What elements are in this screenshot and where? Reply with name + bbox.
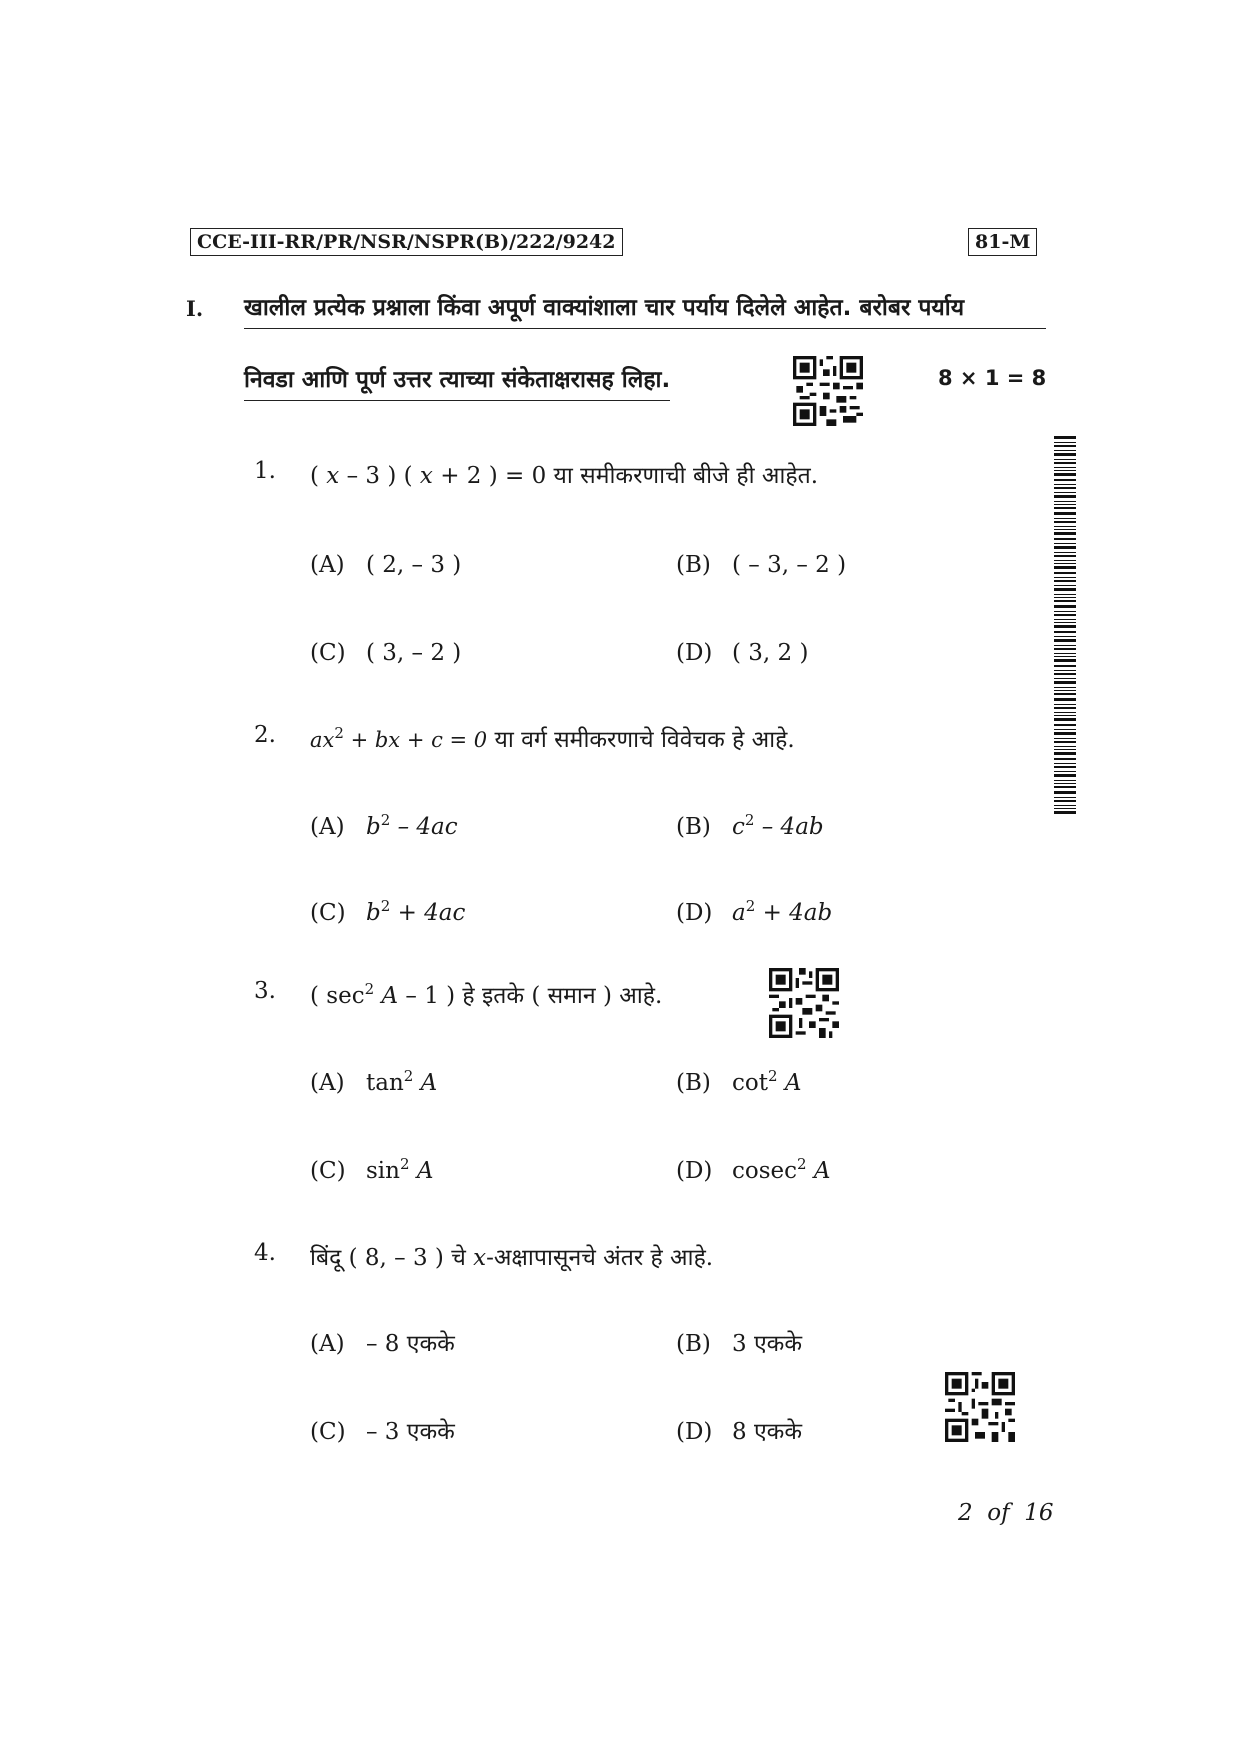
question-3-option-c: (C) $\sin^2 A$ <box>310 1155 434 1184</box>
question-1-option-b: (B) ( – 3, – 2 ) <box>676 552 847 578</box>
marks-scheme: 8 × 1 = 8 <box>938 366 1047 390</box>
question-1-option-d: (D) ( 3, 2 ) <box>676 640 809 666</box>
question-2-option-a: (A) $b^2 - 4ac$ <box>310 811 458 840</box>
question-4-number: 4. <box>254 1240 276 1266</box>
section-number: I. <box>186 296 204 321</box>
question-1-option-c: (C) ( 3, – 2 ) <box>310 640 462 666</box>
paper-number: 81-M <box>968 228 1037 256</box>
question-2-option-d: (D) $a^2 + 4ab$ <box>676 897 833 926</box>
question-2-option-c: (C) $b^2 + 4ac$ <box>310 897 466 926</box>
instruction-line-2: निवडा आणि पूर्ण उत्तर त्याच्या संकेताक्षरासह लिहा. <box>244 362 670 401</box>
question-1-number: 1. <box>254 458 276 484</box>
instruction-line-1: खालील प्रत्येक प्रश्नाला किंवा अपूर्ण वाक्यांशाला चार पर्याय दिलेले आहेत. बरोबर पर्याय <box>244 290 1046 329</box>
question-2-number: 2. <box>254 722 276 748</box>
question-4-option-d: (D) 8 एकके <box>676 1419 802 1445</box>
question-3-number: 3. <box>254 978 276 1004</box>
qr-code-icon <box>769 968 839 1038</box>
question-3-option-d: (D) cosec$^2$ A <box>676 1155 831 1184</box>
question-3-option-b: (B) $\cot^2 A$ <box>676 1067 802 1096</box>
page-number: 2 of 16 <box>958 1500 1054 1526</box>
question-3-option-a: (A) $\tan^2 A$ <box>310 1067 438 1096</box>
question-4-text: बिंदू ( 8, – 3 ) चे x-अक्षापासूनचे अंतर हे आहे. <box>310 1245 714 1271</box>
question-4-option-a: (A) – 8 एकके <box>310 1331 455 1357</box>
question-2-text: $ax^2$ + bx + c = 0 या वर्ग समीकरणाचे विवेचक हे आहे. <box>310 724 795 753</box>
question-3-text: ( $\sec^2 A - 1$ ) हे इतके ( समान ) आहे. <box>310 980 663 1009</box>
paper-code: CCE-III-RR/PR/NSR/NSPR(B)/222/9242 <box>190 228 623 256</box>
question-4-option-b: (B) 3 एकके <box>676 1331 802 1357</box>
question-1-option-a: (A) ( 2, – 3 ) <box>310 552 462 578</box>
barcode-icon <box>1054 436 1076 816</box>
question-1-text: ( x – 3 ) ( x + 2 ) = 0 या समीकरणाची बीजे ही आहेत. <box>310 463 819 489</box>
qr-code-icon <box>945 1372 1015 1442</box>
question-4-option-c: (C) – 3 एकके <box>310 1419 455 1445</box>
qr-code-icon <box>793 356 863 426</box>
question-2-option-b: (B) $c^2 - 4ab$ <box>676 811 824 840</box>
